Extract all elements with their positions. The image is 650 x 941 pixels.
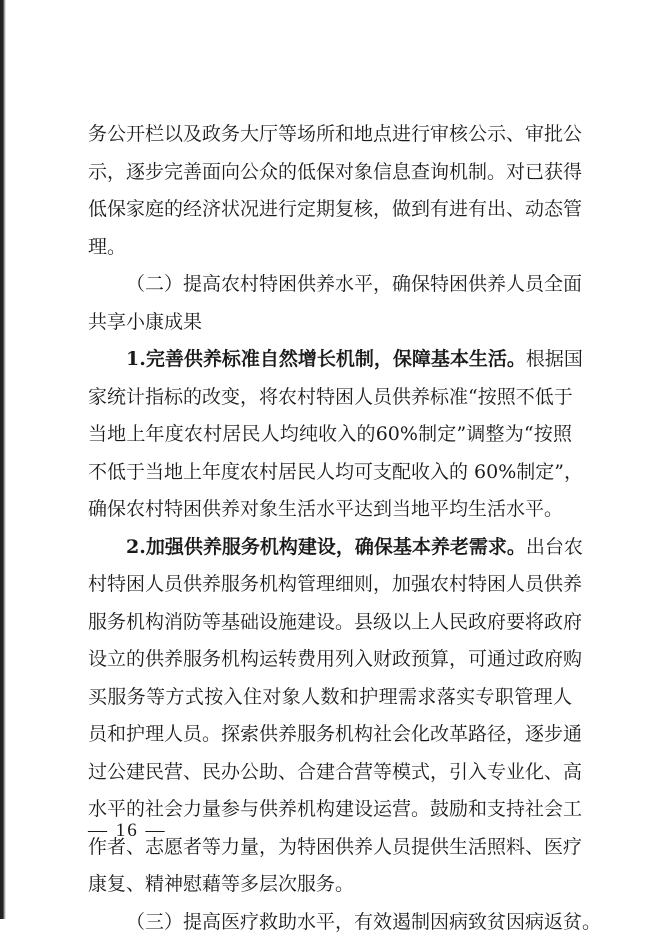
text-line: 理。 (88, 229, 572, 267)
text-line: 家统计指标的改变，将农村特困人员供养标准“按照不低于 (88, 379, 572, 417)
section-heading-line: （二）提高农村特困供养水平，确保特困供养人员全面 (88, 266, 572, 304)
text-line: 当地上年度农村居民人均纯收入的60%制定”调整为“按照 (88, 416, 572, 454)
text-line: 员和护理人员。探索供养服务机构社会化改革路径，逐步通 (88, 716, 572, 754)
item-heading-line (88, 341, 572, 379)
item-heading-bold: 2.加强供养服务机构建设，确保基本养老需求。 (126, 536, 526, 558)
page-binding-edge (0, 0, 6, 919)
item-heading-line (88, 529, 572, 567)
text-line: 村特困人员供养服务机构管理细则，加强农村特困人员供养 (88, 566, 572, 604)
item-heading-bold: 1.完善供养标准自然增长机制，保障基本生活。 (126, 348, 526, 370)
section-heading-line: （三）提高医疗救助水平，有效遏制因病致贫因病返贫。 (88, 904, 572, 941)
text-line: 设立的供养服务机构运转费用列入财政预算，可通过政府购 (88, 641, 572, 679)
item-heading-rest: 出台农 (526, 536, 583, 558)
document-body (88, 116, 572, 941)
text-line: 过公建民营、民办公助、合建合营等模式，引入专业化、高 (88, 754, 572, 792)
text-line: 确保农村特困供养对象生活水平达到当地平均生活水平。 (88, 491, 572, 529)
text-line: 低保家庭的经济状况进行定期复核，做到有进有出、动态管 (88, 191, 572, 229)
text-line: 作者、志愿者等力量，为特困供养人员提供生活照料、医疗 (88, 829, 572, 867)
text-line: 示，逐步完善面向公众的低保对象信息查询机制。对已获得 (88, 154, 572, 192)
text-line: 买服务等方式按入住对象人数和护理需求落实专职管理人 (88, 679, 572, 717)
text-line: 务公开栏以及政务大厅等场所和地点进行审核公示、审批公 (88, 116, 572, 154)
text-line: 服务机构消防等基础设施建设。县级以上人民政府要将政府 (88, 604, 572, 642)
page-number: — 16 — (88, 820, 167, 842)
text-line: 康复、精神慰藉等多层次服务。 (88, 866, 572, 904)
item-heading-rest: 根据国 (526, 348, 583, 370)
section-heading-line: 共享小康成果 (88, 304, 572, 342)
text-line: 不低于当地上年度农村居民人均可支配收入的 60%制定”， (88, 454, 572, 492)
text-line: 水平的社会力量参与供养机构建设运营。鼓励和支持社会工 (88, 791, 572, 829)
